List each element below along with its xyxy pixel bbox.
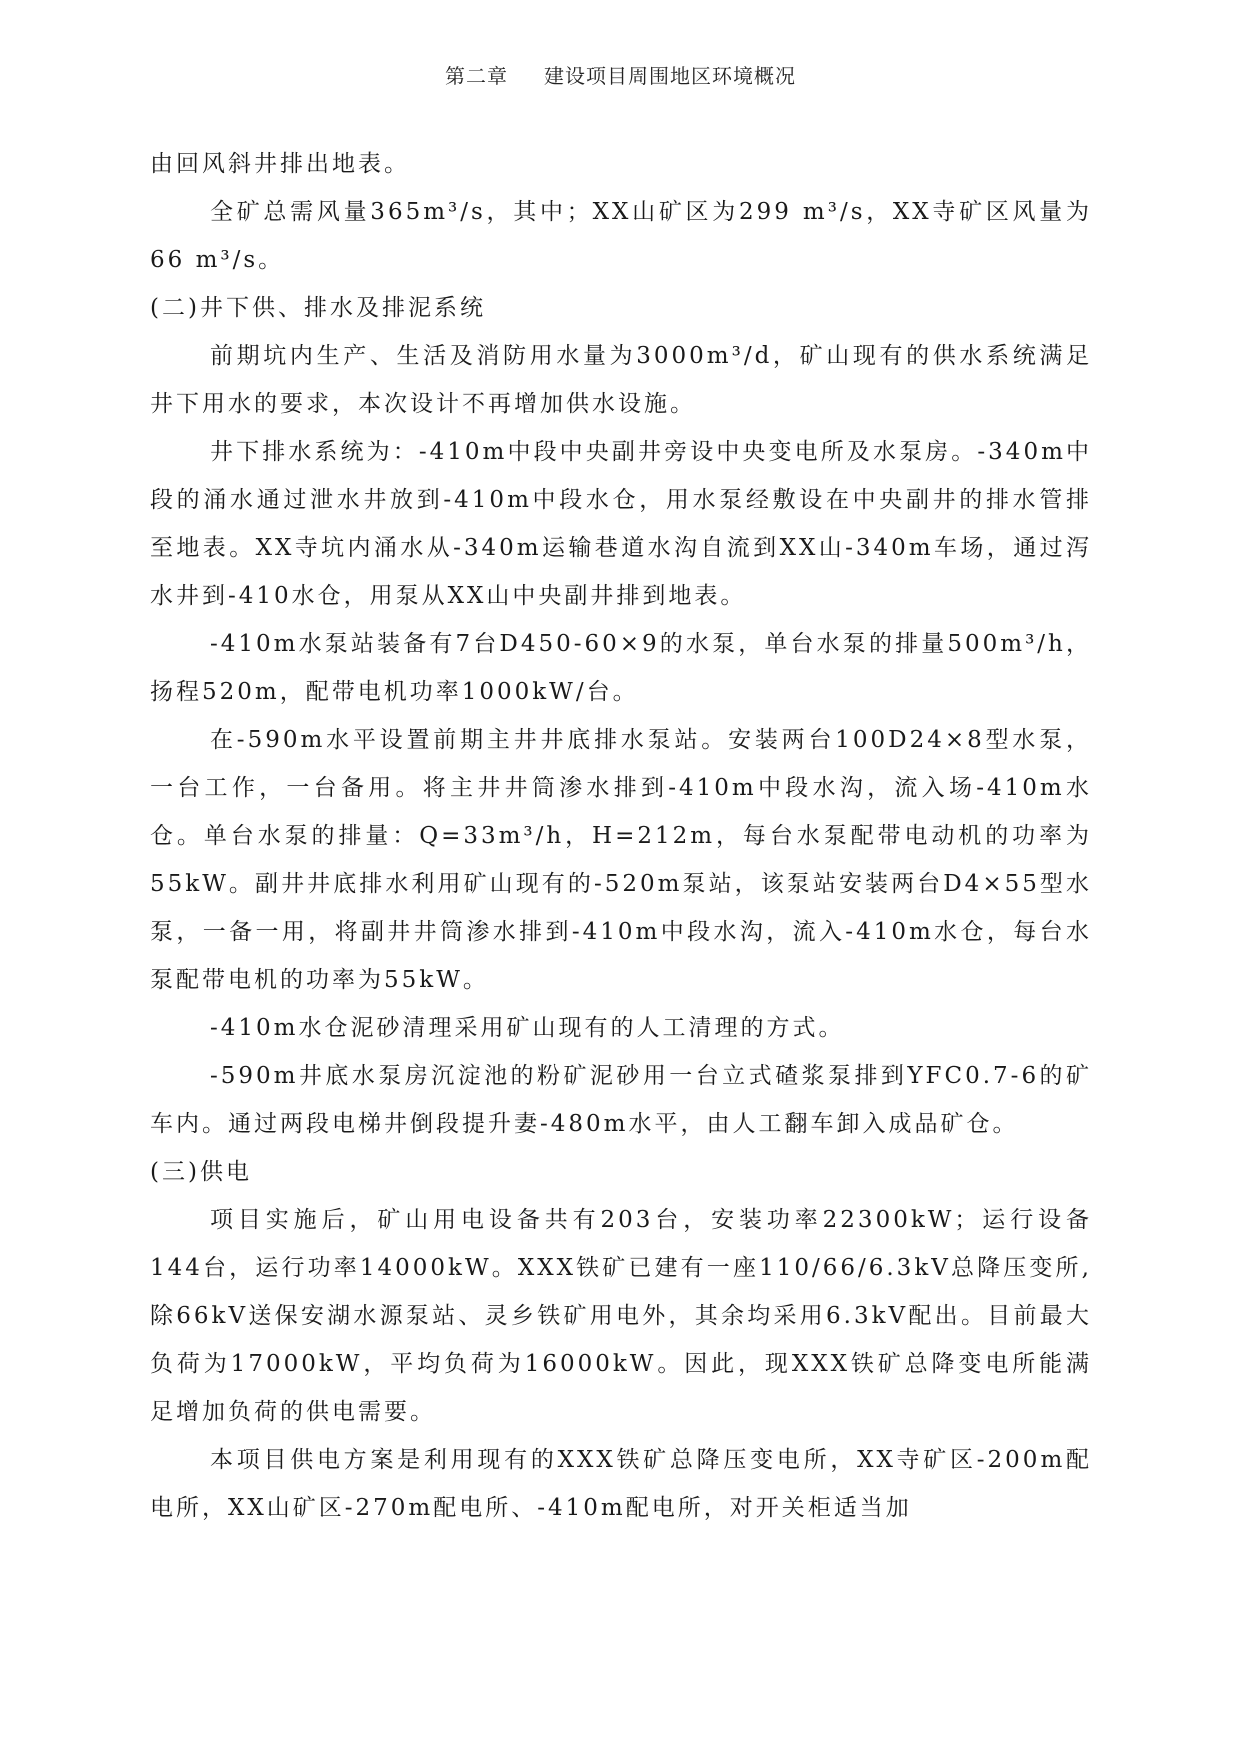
section-heading: (三)供电 [150, 1159, 252, 1185]
paragraph: 在-590m水平设置前期主井井底排水泵站。安装两台100D24×8型水泵，一台工作，一台备用。将主井井筒渗水排到-410m中段水沟，流入场-410m水仓。单台水泵的排量：Q=33m³/h，H=212m，每台水泵配带电动机的功率为55kW。副井井底排水利用矿山现有的-520m泵站，该泵站安装两台D4×55型水泵，一备一用，将副井井筒渗水排到-410m中段水沟，流入-410m水仓，每台水泵配带电机的功率为55kW。 [150, 727, 1092, 993]
section-heading: (二)井下供、排水及排泥系统 [150, 295, 486, 321]
header-title: 建设项目周围地区环境概况 [544, 64, 796, 88]
paragraph: 本项目供电方案是利用现有的XXX铁矿总降压变电所，XX寺矿区-200m配电所，XX山矿区-270m配电所、-410m配电所，对开关柜适当加 [150, 1447, 1092, 1521]
paragraph: 前期坑内生产、生活及消防用水量为3000m³/d，矿山现有的供水系统满足井下用水的要求，本次设计不再增加供水设施。 [150, 343, 1092, 417]
paragraph: 项目实施后，矿山用电设备共有203台，安装功率22300kW；运行设备144台，运行功率14000kW。XXX铁矿已建有一座110/66/6.3kV总降压变所,除66kV送保安湖水源泵站、灵乡铁矿用电外，其余均采用6.3kV配出。目前最大负荷为17000kW，平均负荷为16000kW。因此，现XXX铁矿总降变电所能满足增加负荷的供电需要。 [150, 1207, 1092, 1425]
header-chapter: 第二章 [445, 64, 508, 88]
paragraph: -590m井底水泵房沉淀池的粉矿泥砂用一台立式碴浆泵排到YFC0.7-6的矿车内。通过两段电梯井倒段提升妻-480m水平，由人工翻车卸入成品矿仓。 [150, 1063, 1092, 1137]
paragraph: -410m水仓泥砂清理采用矿山现有的人工清理的方式。 [210, 1015, 845, 1041]
header-divider [150, 96, 1091, 97]
paragraph: 井下排水系统为：-410m中段中央副井旁设中央变电所及水泵房。-340m中段的涌水通过泄水井放到-410m中段水仓，用水泵经敷设在中央副井的排水管排至地表。XX寺坑内涌水从-340m运输巷道水沟自流到XX山-340m车场，通过泻水井到-410水仓，用泵从XX山中央副井排到地表。 [150, 439, 1092, 609]
paragraph: 由回风斜井排出地表。 [150, 151, 410, 177]
paragraph: 全矿总需风量365m³/s，其中；XX山矿区为299 m³/s，XX寺矿区风量为66 m³/s。 [150, 199, 1092, 273]
page-header [0, 60, 1241, 89]
paragraph: -410m水泵站装备有7台D450-60×9的水泵，单台水泵的排量500m³/h，扬程520m，配带电机功率1000kW/台。 [150, 631, 1092, 705]
document-body [150, 140, 1092, 1532]
